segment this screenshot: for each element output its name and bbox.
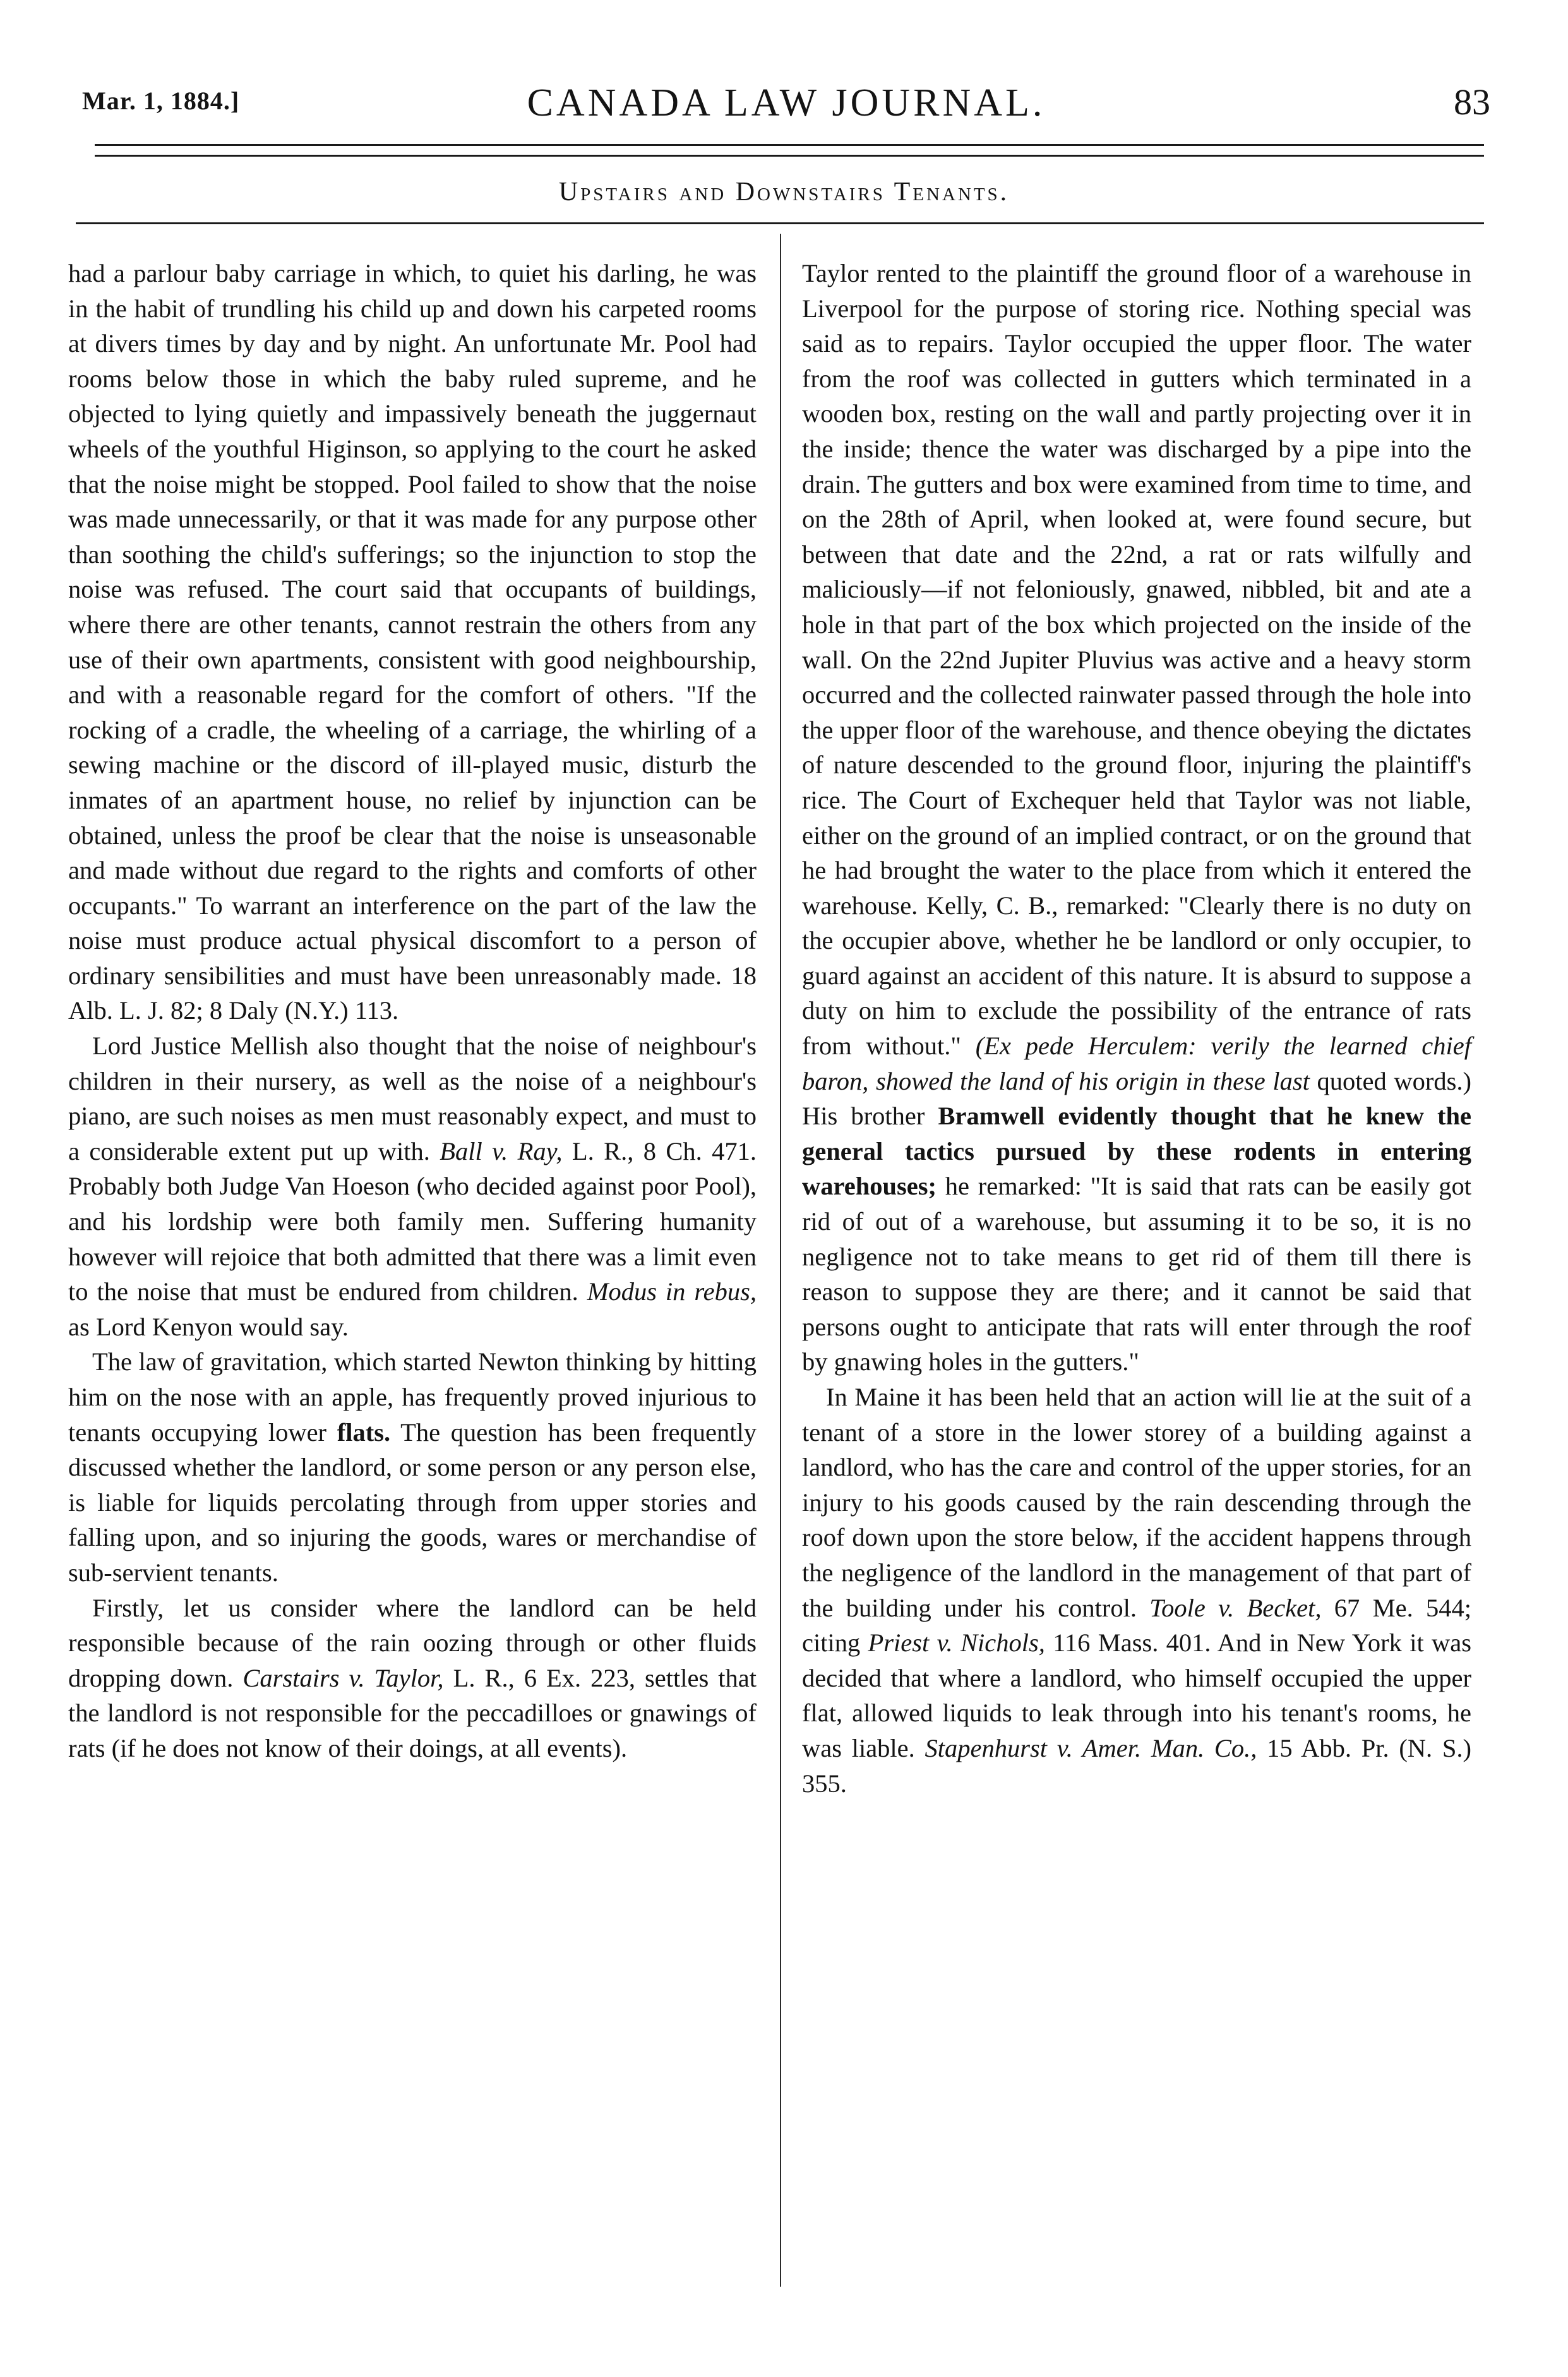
paragraph: The law of gravitation, which started Newton thinking by hitting him on the nose with an apple, has frequently proved injurious to tenants occupying lower flats. The question has been frequently discussed whether the landlord, or some person or any person else, is liable for liquids percolating through from upper stories and falling upon, and so injuring the goods, wares or merchandise of sub-servient tenants.: [68, 1347, 757, 1587]
header-date: Mar. 1, 1884.]: [82, 87, 240, 115]
running-head: [82, 81, 1490, 138]
left-column: [68, 256, 757, 1766]
right-column: [802, 256, 1471, 1801]
case-name: Ball v. Ray,: [440, 1136, 563, 1165]
paragraph: had a parlour baby carriage in which, to quiet his darling, he was in the habit of trundling his child up and down his carpeted rooms at divers times by day and by night. An unfortunate Mr. Pool had rooms below those in which the baby ruled supreme, and he objected to lying quietly and impassively beneath the juggernaut wheels of the youthful Higinson, so applying to the court he asked that the noise might be stopped. Pool failed to show that the noise was made unnecessarily, or that it was made for any purpose other than soothing the child's sufferings; so the injunction to stop the noise was refused. The court said that occupants of buildings, where there are other tenants, cannot restrain the others from any use of their own apartments, consistent with good neighbourship, and with a reasonable regard for the comfort of others. "If the rocking of a cradle, the wheeling of a carriage, the whirling of a sewing machine or the discord of ill-played music, disturb the inmates of an apartment house, no relief by injunction can be obtained, unless the proof be clear that the noise is unseasonable and made without due regard to the rights and comforts of other occupants." To warrant an interference on the part of the law the noise must produce actual physical discomfort to a person of ordinary sensibilities and must have been unreasonably made. 18 Alb. L. J. 82; 8 Daly (N.Y.) 113.: [68, 259, 757, 1025]
paragraph: Firstly, let us consider where the landlord can be held responsible because of the rain oozing through or other fluids dropping down. Carstairs v. Taylor, L. R., 6 Ex. 223, settles that the landlord is not responsible for the peccadilloes or gnawings of rats (if he does not know of their doings, at all events).: [68, 1593, 757, 1762]
case-name: Carstairs v. Taylor,: [242, 1663, 444, 1692]
section-rule: [76, 222, 1484, 224]
header-double-rule: [95, 144, 1484, 157]
case-name: Toole v. Becket,: [1149, 1593, 1322, 1622]
paragraph: Taylor rented to the plaintiff the ground floor of a warehouse in Liverpool for the purpose of storing rice. Nothing special was said as to repairs. Taylor occupied the upper floor. The water from the roof was collected in gutters which terminated in a wooden box, resting on the wall and partly projecting over it in the inside; thence the water was discharged by a pipe into the drain. The gutters and box were examined from time to time, and on the 28th of April, when looked at, were found secure, but between that date and the 22nd, a rat or rats wilfully and maliciously—if not feloniously, gnawed, nibbled, bit and ate a hole in that part of the box which projected on the inside of the wall. On the 22nd Jupiter Pluvius was active and a heavy storm occurred and the collected rainwater passed through the hole into the upper floor of the warehouse, and thence obeying the dictates of nature descended to the ground floor, injuring the plaintiff's rice. The Court of Exchequer held that Taylor was not liable, either on the ground of an implied contract, or on the ground that he had brought the water to the place from which it entered the warehouse. Kelly, C. B., remarked: "Clearly there is no duty on the occupier above, whether he be landlord or only occupier, to guard against an accident of this nature. It is absurd to suppose a duty on him to exclude the possibility of the entrance of rats from without." (Ex pede Herculem: verily the learned chief baron, showed the land of his origin in these last quoted words.) His brother Bramwell evidently thought that he knew the general tactics pursued by these rodents in entering warehouses; he remarked: "It is said that rats can be easily got rid of out of a warehouse, but assuming it to be so, it is no negligence not to take means to get rid of them till there is reason to suppose they are there; and it cannot be said that persons ought to anticipate that rats will enter through the roof by gnawing holes in the gutters.": [802, 259, 1472, 1376]
citation: 18 Alb. L. J. 82; 8 Daly (N.Y.) 113.: [68, 961, 757, 1025]
page-number: 83: [1454, 81, 1490, 123]
journal-title: CANADA LAW JOURNAL.: [527, 81, 1046, 124]
section-title: Upstairs and Downstairs Tenants.: [558, 178, 1010, 207]
emphasis: Bramwell evidently thought that he knew the general tactics pursued by these rodents in entering warehouses;: [802, 1102, 1472, 1201]
case-name: Stapenhurst v. Amer. Man. Co.,: [925, 1733, 1257, 1762]
paragraph: Lord Justice Mellish also thought that the noise of neighbour's children in their nursery, as well as the noise of a neighbour's piano, are such noises as men must reasonably expect, and must to a considerable extent put up with. Ball v. Ray, L. R., 8 Ch. 471. Probably both Judge Van Hoeson (who decided against poor Pool), and his lordship were both family men. Suffering humanity however will rejoice that both admitted that there was a limit even to the noise that must be endured from children. Modus in rebus, as Lord Kenyon would say.: [68, 1032, 757, 1341]
latin-phrase: Modus in rebus,: [587, 1277, 757, 1306]
emphasis: flats.: [337, 1417, 391, 1447]
paragraph: In Maine it has been held that an action will lie at the suit of a tenant of a store in the lower storey of a building against a landlord, who has the care and control of the upper stories, for an injury to his goods caused by the rain descending through the roof down upon the store below, if the accident happens through the negligence of the landlord in the management of that part of the building under his control. Toole v. Becket, 67 Me. 544; citing Priest v. Nichols, 116 Mass. 401. And in New York it was decided that where a landlord, who himself occupied the upper flat, allowed liquids to leak through into his tenant's rooms, he was liable. Stapenhurst v. Amer. Man. Co., 15 Abb. Pr. (N. S.) 355.: [802, 1383, 1472, 1798]
case-name: Priest v. Nichols,: [868, 1628, 1045, 1658]
latin-phrase: (Ex pede Herculem: verily the learned chief baron, showed the land of his origin in these last: [802, 1032, 1472, 1095]
column-divider: [780, 234, 781, 2287]
